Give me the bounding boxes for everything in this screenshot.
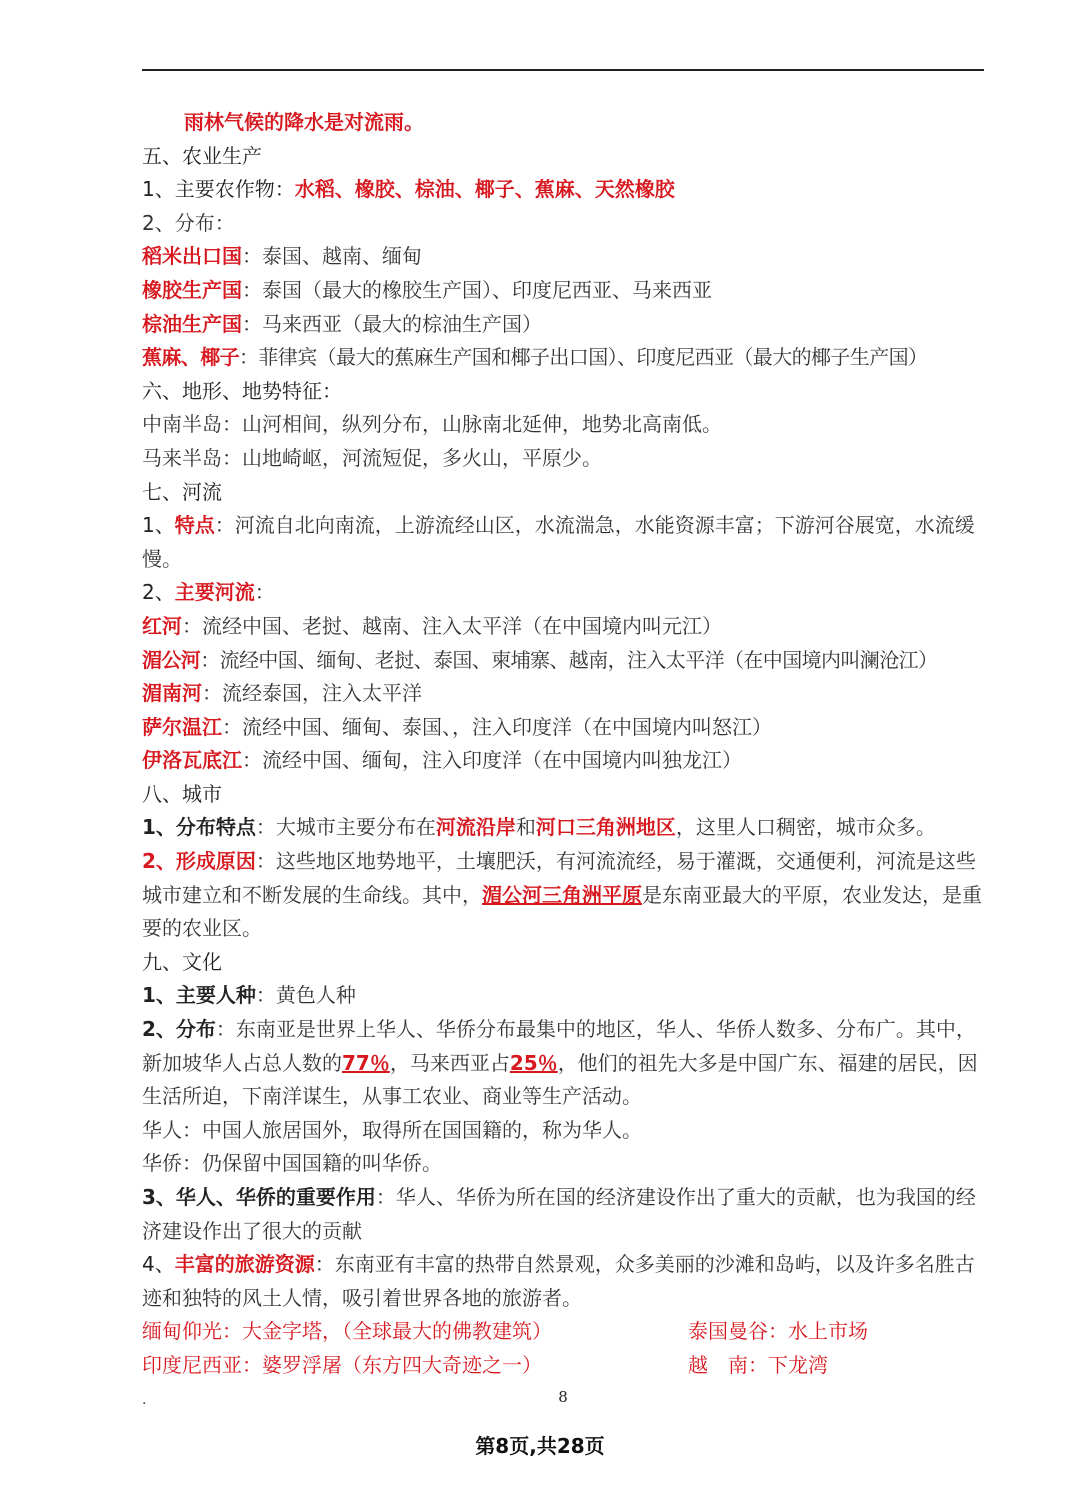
section-9-title: 九、文化 bbox=[142, 949, 222, 974]
river-irrawaddy-key: 伊洛瓦底江 bbox=[142, 748, 242, 773]
city-cause-b: 是东南亚最大的平原，农业发达，是重要的农业区。 bbox=[142, 882, 982, 941]
crops-label: 1、主要农作物： bbox=[142, 177, 295, 202]
rice-line bbox=[142, 240, 992, 274]
tourism-row-1 bbox=[142, 1315, 992, 1349]
river-chao-phraya-key: 湄南河 bbox=[142, 681, 202, 706]
river-feature-num: 1、 bbox=[142, 513, 175, 538]
city-distribution-k2: 河口三角洲地区 bbox=[535, 815, 676, 840]
tourism-value: ：东南亚有丰富的热带自然景观，众多美丽的沙滩和岛屿，以及许多名胜古迹和独特的风土人情，吸引着世界各地的旅游者。 bbox=[142, 1252, 975, 1310]
city-distribution-b: 和 bbox=[515, 815, 536, 840]
distribution-label: 2、分布： bbox=[142, 210, 235, 235]
rubber-value: ：泰国（最大的橡胶生产国）、印度尼西亚、马来西亚 bbox=[242, 277, 712, 302]
overseas-distribution-paragraph bbox=[142, 1013, 992, 1114]
river-irrawaddy-value: ：流经中国、缅甸，注入印度洋（在中国境内叫独龙江） bbox=[242, 748, 742, 773]
city-distribution-k1: 河流沿岸 bbox=[435, 815, 516, 840]
role-label: 3、华人、华侨的重要作用 bbox=[142, 1185, 376, 1209]
tourism-thailand: 泰国曼谷：水上市场 bbox=[688, 1319, 868, 1344]
main-rivers-line bbox=[142, 576, 992, 610]
race-value: ：黄色人种 bbox=[255, 983, 356, 1008]
abaca-line bbox=[142, 341, 992, 375]
river-mekong bbox=[142, 644, 992, 678]
city-distribution-c: ，这里人口稠密，城市众多。 bbox=[675, 815, 936, 840]
page-dot: . bbox=[142, 1392, 147, 1408]
overseas-distribution-label: 2、分布 bbox=[142, 1017, 216, 1042]
page-number: 8 bbox=[558, 1388, 568, 1406]
rubber-line bbox=[142, 274, 992, 308]
crops-line bbox=[142, 173, 992, 207]
tourism-key: 丰富的旅游资源 bbox=[174, 1252, 315, 1277]
river-salween-value: ：流经中国、缅甸、泰国、，注入印度洋（在中国境内叫怒江） bbox=[222, 714, 772, 739]
page-footer: 第8页,共28页 bbox=[475, 1434, 605, 1458]
river-salween bbox=[142, 711, 992, 745]
rice-value: ：泰国、越南、缅甸 bbox=[242, 244, 422, 269]
river-feature-text: ：河流自北向南流，上游流经山区，水流湍急，水能资源丰富；下游河谷展宽，水流缓慢。 bbox=[142, 513, 975, 571]
section-7-title: 七、河流 bbox=[142, 479, 222, 504]
river-mekong-value: ：流经中国、缅甸、老挝、泰国、柬埔寨、越南，注入太平洋（在中国境内叫澜沧江） bbox=[200, 647, 938, 672]
tourism-row-2 bbox=[142, 1349, 992, 1383]
huaren-definition: 华人：中国人旅居国外，取得所在国国籍的，称为华人。 bbox=[142, 1117, 642, 1142]
city-cause-label: 2、形成原因 bbox=[142, 849, 256, 874]
palm-key: 棕油生产国 bbox=[142, 311, 242, 336]
tourism-vietnam: 越 南：下龙湾 bbox=[688, 1352, 828, 1377]
city-cause-a: ：这些地区地势地平，土壤肥沃，有河流流经，易于灌溉，交通便利，河流是这些城市建立和不断发展的生命线。其中， bbox=[142, 849, 976, 907]
overseas-distribution-a: ：东南亚是世界上华人、华侨分布最集中的地区，华人、华侨人数多、分布广。其中，新加坡华人占总人数的 bbox=[142, 1017, 976, 1075]
river-red-value: ：流经中国、老挝、越南、注入太平洋（在中国境内叫元江） bbox=[182, 613, 722, 638]
tourism-myanmar: 缅甸仰光：大金字塔，（全球最大的佛教建筑） bbox=[142, 1319, 552, 1344]
river-feature-key: 特点 bbox=[174, 513, 215, 538]
abaca-key: 蕉麻、椰子 bbox=[142, 345, 239, 370]
river-chao-phraya-value: ：流经泰国，注入太平洋 bbox=[202, 681, 422, 706]
river-mekong-key: 湄公河 bbox=[142, 647, 201, 672]
tourism-indonesia: 印度尼西亚：婆罗浮屠（东方四大奇迹之一） bbox=[142, 1352, 542, 1377]
river-salween-key: 萨尔温江 bbox=[142, 714, 222, 739]
river-red-key: 红河 bbox=[142, 613, 182, 638]
river-red bbox=[142, 610, 992, 644]
main-rivers-num: 2、 bbox=[142, 580, 175, 605]
main-rivers-key: 主要河流 bbox=[174, 580, 255, 605]
header-rule bbox=[142, 69, 984, 71]
city-distribution-a: ：大城市主要分布在 bbox=[255, 815, 436, 840]
terrain-line-2: 马来半岛：山地崎岖，河流短促，多火山，平原少。 bbox=[142, 445, 602, 470]
river-irrawaddy bbox=[142, 744, 992, 778]
city-distribution-line bbox=[142, 811, 992, 845]
terrain-line-1: 中南半岛：山河相间，纵列分布，山脉南北延伸，地势北高南低。 bbox=[142, 412, 722, 437]
rice-key: 稻米出口国 bbox=[142, 244, 242, 269]
document-body bbox=[142, 106, 992, 1383]
overseas-distribution-b: ，马来西亚占 bbox=[389, 1050, 510, 1075]
city-cause-key: 湄公河三角洲平原 bbox=[482, 882, 642, 907]
main-rivers-colon: ： bbox=[254, 580, 275, 605]
race-label: 1、主要人种 bbox=[142, 983, 256, 1008]
role-paragraph bbox=[142, 1181, 992, 1248]
section-8-title: 八、城市 bbox=[142, 781, 222, 806]
city-cause-paragraph bbox=[142, 845, 992, 946]
crops-list: 水稻、橡胶、棕油、椰子、蕉麻、天然橡胶 bbox=[294, 177, 675, 202]
tourism-num: 4、 bbox=[142, 1252, 175, 1277]
section-6-title: 六、地形、地势特征： bbox=[142, 378, 342, 403]
tourism-paragraph bbox=[142, 1248, 992, 1315]
rubber-key: 橡胶生产国 bbox=[142, 277, 242, 302]
palm-value: ：马来西亚（最大的棕油生产国） bbox=[242, 311, 542, 336]
overseas-distribution-c: ，他们的祖先大多是中国广东、福建的居民，因生活所迫，下南洋谋生，从事工农业、商业等生产活动。 bbox=[142, 1050, 978, 1109]
huaqiao-definition: 华侨：仍保留中国国籍的叫华侨。 bbox=[142, 1151, 442, 1176]
city-distribution-label: 1、分布特点 bbox=[142, 815, 256, 840]
palm-line bbox=[142, 308, 992, 342]
section-5-title: 五、农业生产 bbox=[142, 143, 262, 168]
river-feature-paragraph bbox=[142, 509, 992, 576]
role-value: ：华人、华侨为所在国的经济建设作出了重大的贡献，也为我国的经济建设作出了很大的贡献 bbox=[142, 1185, 976, 1243]
abaca-value: ：菲律宾（最大的蕉麻生产国和椰子出口国）、印度尼西亚（最大的椰子生产国） bbox=[239, 345, 928, 370]
intro-line: 雨林气候的降水是对流雨。 bbox=[184, 110, 424, 134]
race-line bbox=[142, 979, 992, 1013]
malaysia-percent: 25％ bbox=[509, 1050, 558, 1075]
river-chao-phraya bbox=[142, 677, 992, 711]
singapore-percent: 77％ bbox=[342, 1050, 390, 1075]
